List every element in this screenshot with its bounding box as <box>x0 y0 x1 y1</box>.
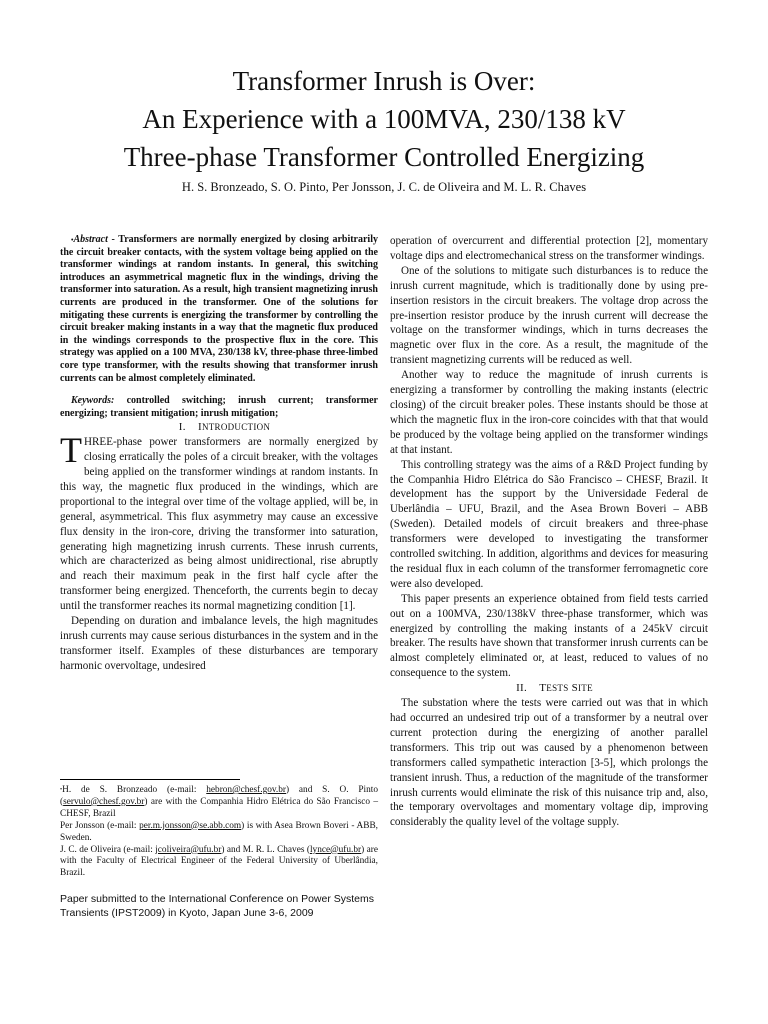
keywords-label: Keywords: <box>71 395 115 407</box>
email-link[interactable]: hebron@chesf.gov.br <box>206 785 286 795</box>
footnote-3: J. C. de Oliveira (e-mail: jcoliveira@ufu.br) and M. R. L. Chaves (lynce@ufu.br) are with the Faculty of Electrical Engineer of the Federal University of Uberlândia, Brazil. <box>60 844 378 879</box>
author-list: H. S. Bronzeado, S. O. Pinto, Per Jonsson, J. C. de Oliveira and M. L. R. Chaves <box>181 180 587 194</box>
paper-title <box>40 62 728 176</box>
email-link[interactable]: servulo@chesf.gov.br <box>63 796 145 807</box>
right-paragraph-1: operation of overcurrent and differential protection [2], momentary voltage dips and electromechanical stress on the transformer windings. <box>390 235 708 262</box>
intro-paragraph-2: Depending on duration and imbalance levels, the high magnitudes inrush currents may cause serious disturbances in the system and in the transformer itself. Examples of these disturbances are temporary harmonic overvoltage, undesired <box>60 615 378 672</box>
right-paragraph-5: This paper presents an experience obtained from field tests carried out on a 100MVA, 230/138kV three-phase transformer, which was energized by controlling the making instants of a 245kV circuit breaker. The results have shown that transformer inrush currents can be almost completely eliminated or, at least, reduced to values of no consequence to the system. <box>390 592 708 680</box>
keywords-text: controlled switching; inrush current; transformer energizing; transient mitigation; inrush mitigation; <box>60 395 378 419</box>
right-paragraph-3: Another way to reduce the magnitude of inrush currents is energizing a transformer by controlling the making instants (electric closing) of the circuit breaker poles. These instants should be those at which the magnetic flux in the iron-core coincides with that that would be produced by the voltage being applied on the transformer windings at that instant. <box>390 369 708 456</box>
title-line-1: Transformer Inrush is Over: <box>232 66 536 96</box>
email-link[interactable]: jcoliveira@ufu.br <box>155 844 222 855</box>
abstract-label: Abstract <box>73 234 108 245</box>
abstract-text: - Transformers are normally energized by closing arbitrarily the circuit breaker contacts, with the system voltage being applied on the transformer windings at random instants. In general, this switching introduces an asymmetrical magnetic flux in the windings, driving the transformer into saturation. As a result, high transient magnetizing inrush currents are produced in the transformer. One of the solutions for mitigating these currents is energizing the transformer by controlling the circuit breaker making instants in a way that the magnetic flux produced in the windings corresponds to the prospective flux in the core. This strategy was applied on a 100 MVA, 230/138 kV, three-phase three-limbed core type transformer, with the results showing that transformer inrush currents can be almost completely eliminated. <box>60 234 378 384</box>
right-column <box>390 234 708 830</box>
right-paragraph-6: The substation where the tests were carried out was that in which had occurred an undesired trip out of a transformer by a neutral over current protection during the energizing of another parallel transformers. This trip out was caused by a phenomenon between transformers called sympathetic interaction [3-5], which prolongs the transient inrush. Thus, a reduction of the magnitude of the transformer inrush currents would eliminate the risk of this nuisance trip and, also, the temporary overvoltages and momentary voltage dip, improving considerably the quality level of the voltage supply. <box>390 697 708 829</box>
section-heading-tests-site: II. TESTS SITE <box>516 682 593 695</box>
footnotes <box>60 785 378 920</box>
footnote-1: •H. de S. Bronzeado (e-mail: hebron@chesf.gov.br) and S. O. Pinto (servulo@chesf.gov.br) are with the Companhia Hidro Elétrica do São Francisco – CHESF, Brazil <box>60 785 379 819</box>
footnote-rule <box>60 779 240 780</box>
keywords <box>60 395 378 420</box>
right-paragraph-4: This controlling strategy was the aims of a R&D Project funding by the Companhia Hidro Elétrica do São Francisco – CHESF, Brazil. It development has the support by the Universidade Federal de Uberlândia – UFU, Brazil, and the Asea Brown Boveri – ABB (Sweden). Detailed models of circuit breakers and three-phase transformers were developed to investigating the transformer controlled switching. In addition, algorithms and devices for measuring the residual flux in each column of the transformer ferromagnetic core were also developed. <box>390 458 708 590</box>
abstract <box>60 234 378 385</box>
title-line-3: Three-phase Transformer Controlled Energizing <box>123 142 645 172</box>
title-line-2: An Experience with a 100MVA, 230/138 kV <box>142 104 626 134</box>
right-paragraph-2: One of the solutions to mitigate such disturbances is to reduce the inrush current magnitude, which is traditionally done by using pre-insertion resistors in the circuit breakers. The voltage drop across the pre-insertion resistor produce by the inrush current will decrease the voltage on the transformer windings, which in turns decreases the magnetic over flux in the core. As a result, the magnitude of the transient magnetizing currents will be reduced as well. <box>390 264 708 367</box>
footnote-marker: • <box>71 236 74 244</box>
footnote-2: Per Jonsson (e-mail: per.m.jonsson@se.abb.com) is with Asea Brown Boveri - ABB, Sweden. <box>60 820 378 843</box>
email-link[interactable]: lynce@ufu.br <box>309 844 362 855</box>
submission-note: Paper submitted to the International Conference on Power Systems Transients (IPST2009) in Kyoto, Japan June 3-6, 2009 <box>60 893 375 919</box>
intro-paragraph-1-text: HREE-phase power transformers are normally energized by closing erratically the poles of a circuit breaker, with the voltages being applied on the transformer windings at random instants. In this way, the magnetic flux produced in the windings, which are proportional to the integral over time of the voltage applied, will be, in general, asymmetrical. This flux asymmetry may cause an excessive flux density in the iron-core, driving the transformer into saturation, generating high magnetizing inrush currents. These inrush currents, which are characterized as being almost unidirectional, rise abruptly and reach their maximum peak in the first half cycle after the transformer being energized. Thenceforth, the currents begin to decay until the transformer reaches its normal magnetizing condition [1]. <box>60 436 378 613</box>
drop-cap: T <box>60 430 82 471</box>
section-heading-introduction: I. INTRODUCTION <box>178 421 271 434</box>
left-column <box>60 234 378 674</box>
intro-paragraph-1 <box>60 430 378 614</box>
email-link[interactable]: per.m.jonsson@se.abb.com <box>139 820 242 831</box>
